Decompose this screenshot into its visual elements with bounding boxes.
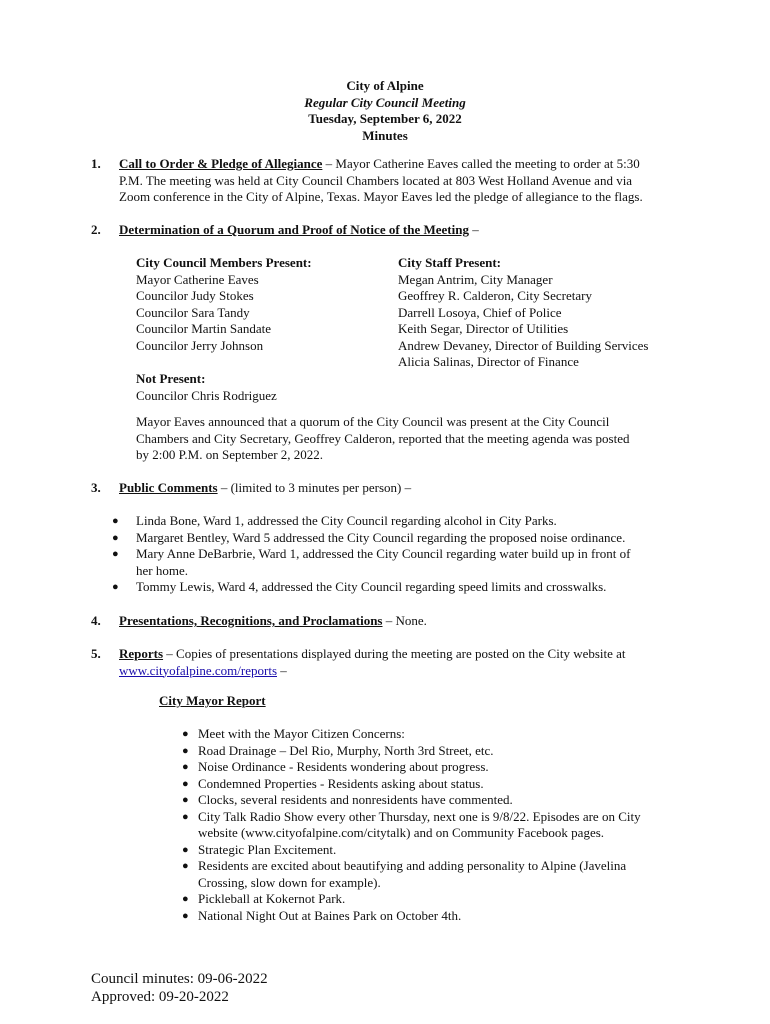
staff-member: Keith Segar, Director of Utilities	[398, 321, 569, 336]
staff-member: Megan Antrim, City Manager	[398, 271, 553, 287]
council-member: Mayor Catherine Eaves	[136, 271, 259, 287]
list-item: ● Pickleball at Kokernot Park.	[182, 891, 346, 906]
page-footer	[91, 970, 268, 1006]
item-heading: Public Comments	[119, 480, 218, 495]
reports-link[interactable]: www.cityofalpine.com/reports	[119, 662, 277, 678]
quorum-line: by 2:00 P.M. on September 2, 2022.	[136, 447, 324, 462]
quorum-statement	[136, 414, 681, 464]
council-member: Councilor Judy Stokes	[136, 288, 254, 303]
council-member: Councilor Martin Sandate	[136, 321, 272, 336]
item-suffix: – (limited to 3 minutes per person) –	[217, 480, 412, 495]
doc-type: Minutes	[362, 127, 408, 143]
council-member: Councilor Sara Tandy	[136, 304, 250, 320]
list-item: ● Tommy Lewis, Ward 4, addressed the City Council regarding speed limits and crosswalks.	[112, 579, 607, 594]
staff-member: Andrew Devaney, Director of Building Services	[398, 337, 649, 353]
item-heading: Determination of a Quorum and Proof of Notice of the Meeting	[119, 222, 469, 237]
public-comments-list	[112, 513, 681, 596]
list-item: ● Meet with the Mayor Citizen Concerns:	[182, 726, 405, 741]
item-heading: Call to Order & Pledge of Allegiance	[119, 156, 323, 171]
item-heading: Presentations, Recognitions, and Proclamations	[119, 613, 383, 628]
council-member: Councilor Jerry Johnson	[136, 337, 264, 353]
mayor-report-list	[182, 726, 682, 924]
list-item: ● Road Drainage – Del Rio, Murphy, North 3rd Street, etc.	[182, 742, 494, 758]
item-suffix: – Copies of presentations displayed during the meeting are posted on the City website at	[163, 646, 626, 661]
item-suffix: –	[468, 222, 479, 237]
staff-list	[398, 255, 648, 371]
list-item: ● National Night Out at Baines Park on October 4th.	[182, 907, 462, 923]
list-item: ● Mary Anne DeBarbrie, Ward 1, addressed the City Council regarding water build up in front of her home.	[112, 546, 631, 578]
item-number: 1.	[91, 156, 101, 171]
not-present-title: Not Present:	[136, 371, 206, 386]
item-number: 2.	[91, 222, 101, 237]
meeting-title: Regular City Council Meeting	[304, 94, 466, 110]
meeting-date: Tuesday, September 6, 2022	[308, 111, 462, 126]
document-header	[0, 78, 770, 144]
item-number: 5.	[91, 646, 101, 661]
approved-date: Approved: 09-20-2022	[91, 989, 229, 1005]
list-item: ● Condemned Properties - Residents asking about status.	[182, 775, 484, 791]
staff-title: City Staff Present:	[398, 255, 502, 270]
council-members-list	[136, 255, 312, 354]
item-number: 3.	[91, 480, 101, 495]
council-title: City Council Members Present:	[136, 255, 312, 270]
list-item: ● Clocks, several residents and nonresidents have commented.	[182, 792, 513, 807]
item-text: P.M. The meeting was held at City Council Chambers located at 803 West Holland Avenue and via	[119, 172, 633, 188]
quorum-line: Chambers and City Secretary, Geoffrey Calderon, reported that the meeting agenda was posted	[136, 430, 630, 446]
list-item: ● Residents are excited about beautifying and adding personality to Alpine (Javelina Crossing, slow down for example).	[182, 858, 627, 890]
not-present-list	[136, 371, 277, 404]
mayor-report-title: City Mayor Report	[159, 693, 266, 708]
staff-member: Geoffrey R. Calderon, City Secretary	[398, 288, 592, 303]
list-item: ● Noise Ordinance - Residents wondering about progress.	[182, 759, 489, 774]
list-item: ● Strategic Plan Excitement.	[182, 841, 337, 857]
item-text: – Mayor Catherine Eaves called the meeting to order at 5:30	[325, 156, 640, 171]
staff-member: Alicia Salinas, Director of Finance	[398, 354, 579, 369]
minutes-date: Council minutes: 09-06-2022	[91, 971, 268, 987]
list-item: ● Margaret Bentley, Ward 5 addressed the City Council regarding the proposed noise ordinance.	[112, 529, 626, 545]
quorum-line: Mayor Eaves announced that a quorum of the City Council was present at the City Council	[136, 414, 610, 429]
city-title: City of Alpine	[346, 78, 424, 93]
item-suffix: – None.	[382, 613, 427, 628]
staff-member: Darrell Losoya, Chief of Police	[398, 304, 562, 320]
item-heading: Reports	[119, 646, 164, 661]
item-number: 4.	[91, 613, 101, 628]
item-text: Zoom conference in the City of Alpine, Texas. Mayor Eaves led the pledge of allegiance to the flags.	[119, 189, 643, 204]
list-item: ● Linda Bone, Ward 1, addressed the City Council regarding alcohol in City Parks.	[112, 513, 557, 528]
absent-member: Councilor Chris Rodriguez	[136, 387, 277, 403]
list-item: ● City Talk Radio Show every other Thursday, next one is 9/8/22. Episodes are on City website (www.cityofalpine.com/citytalk) and on Community Facebook pages.	[182, 808, 641, 840]
